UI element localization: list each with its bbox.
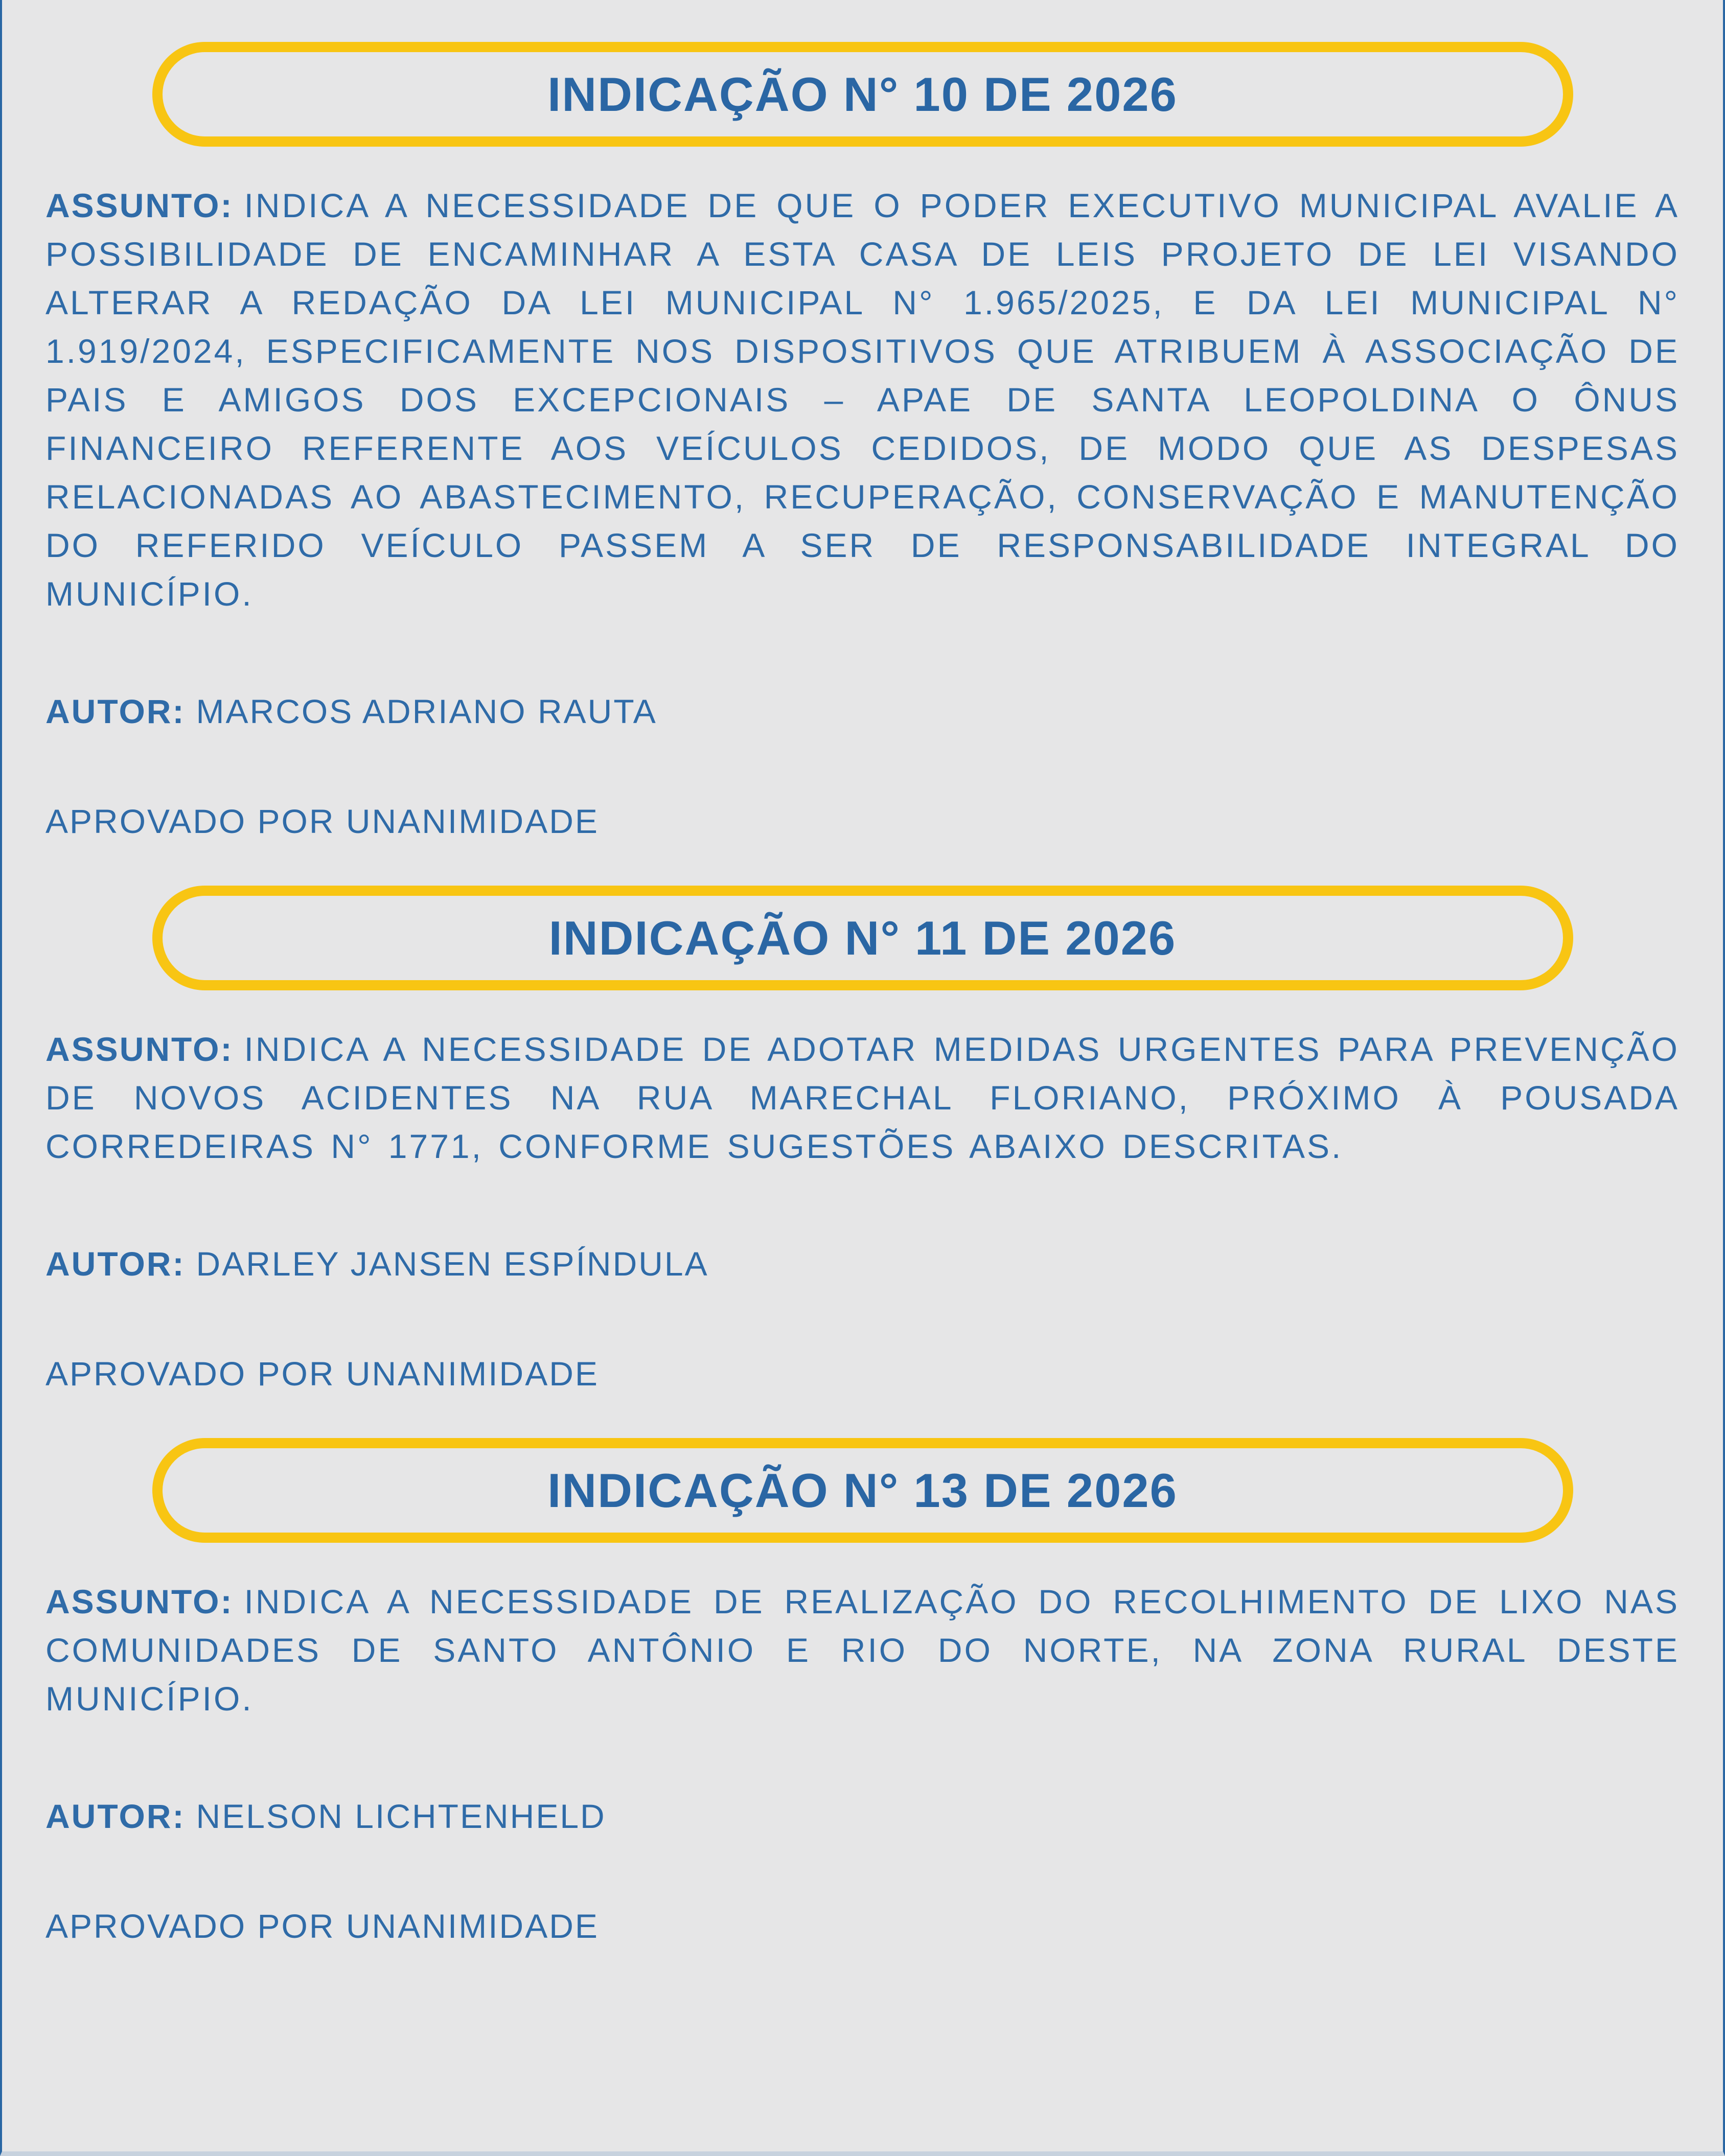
approval-line: APROVADO POR UNANIMIDADE xyxy=(45,802,599,840)
document-content xyxy=(2,42,1723,1951)
indication-title: INDICAÇÃO N° 11 DE 2026 xyxy=(548,911,1177,965)
author-name: DARLEY JANSEN ESPÍNDULA xyxy=(196,1245,709,1283)
indication-title: INDICAÇÃO N° 13 DE 2026 xyxy=(547,1463,1178,1517)
subject-paragraph xyxy=(45,1025,1680,1171)
author-name: NELSON LICHTENHELD xyxy=(196,1797,606,1835)
approval-line: APROVADO POR UNANIMIDADE xyxy=(45,1355,599,1393)
subject-label: ASSUNTO: xyxy=(45,1030,234,1068)
subject-label: ASSUNTO: xyxy=(45,187,234,224)
author-name: MARCOS ADRIANO RAUTA xyxy=(196,692,657,730)
subject-paragraph xyxy=(45,181,1680,618)
subject-text: INDICA A NECESSIDADE DE REALIZAÇÃO DO RECOLHIMENTO DE LIXO NAS COMUNIDADES DE SANTO ANTÔNIO E RIO DO NORTE, NA ZONA RURAL DESTE MUNICÍPIO. xyxy=(45,1583,1680,1718)
author-line xyxy=(45,1240,1680,1288)
subject-text: INDICA A NECESSIDADE DE ADOTAR MEDIDAS URGENTES PARA PREVENÇÃO DE NOVOS ACIDENTES NA RUA MARECHAL FLORIANO, PRÓXIMO À POUSADA CORREDEIRAS N° 1771, CONFORME SUGESTÕES ABAIXO DESCRITAS. xyxy=(45,1030,1680,1165)
indication-title: INDICAÇÃO N° 10 DE 2026 xyxy=(547,67,1178,121)
subject-paragraph xyxy=(45,1578,1680,1723)
indication-section-10 xyxy=(45,42,1680,846)
indication-title-box xyxy=(152,1438,1573,1543)
indication-section-13 xyxy=(45,1438,1680,1951)
approval-line: APROVADO POR UNANIMIDADE xyxy=(45,1907,599,1945)
subject-text: INDICA A NECESSIDADE DE QUE O PODER EXECUTIVO MUNICIPAL AVALIE A POSSIBILIDADE DE ENCAMINHAR A ESTA CASA DE LEIS PROJETO DE LEI VISANDO ALTERAR A REDAÇÃO DA LEI MUNICIPAL N° 1.965/2025, E DA LEI MUNICIPAL N° 1.919/2024, ESPECIFICAMENTE NOS DISPOSITIVOS QUE ATRIBUEM À ASSOCIAÇÃO DE PAIS E AMIGOS DOS EXCEPCIONAIS – APAE DE SANTA LEOPOLDINA O ÔNUS FINANCEIRO REFERENTE AOS VEÍCULOS CEDIDOS, DE MODO QUE AS DESPESAS RELACIONADAS AO ABASTECIMENTO, RECUPERAÇÃO, CONSERVAÇÃO E MANUTENÇÃO DO REFERIDO VEÍCULO PASSEM A SER DE RESPONSABILIDADE INTEGRAL DO MUNICÍPIO. xyxy=(45,187,1680,613)
author-label: AUTOR: xyxy=(45,1245,186,1283)
indication-title-box xyxy=(152,886,1573,990)
author-label: AUTOR: xyxy=(45,1797,186,1835)
author-line xyxy=(45,687,1680,736)
indication-title-box xyxy=(152,42,1573,147)
subject-label: ASSUNTO: xyxy=(45,1583,234,1620)
author-line xyxy=(45,1792,1680,1841)
indication-section-11 xyxy=(45,886,1680,1398)
author-label: AUTOR: xyxy=(45,692,186,730)
